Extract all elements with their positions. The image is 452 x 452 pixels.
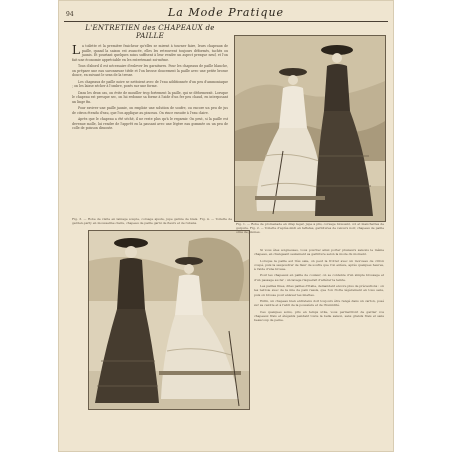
- article-paragraph: Enfin, un chapeau bien entretenu doit toujours être rangé dans un carton, posé sur sa calotte et à l'abri de la poussière et de l'humidité.: [254, 298, 384, 308]
- article-paragraph: Les pailles fines, dites pailles d'Italie, demandent encore plus de précautions : on les nettoie avec de la mie de pain rassis, que l'on frotte légèrement en tous sens, puis on brosse pour enlever les miettes.: [254, 284, 384, 297]
- article-paragraph: Les chapeaux de paille noire se nettoient avec de l'eau additionnée d'un peu d'ammoniaque ; on les laisse sécher à l'ombre, posés sur une forme.: [72, 79, 228, 88]
- running-title: La Mode Pratique: [167, 6, 285, 19]
- magazine-page: [58, 0, 394, 452]
- article-title: L'ENTRETIEN des CHAPEAUX de PAILLE: [85, 24, 215, 40]
- illustration-two-ladies-garden: [88, 230, 250, 410]
- article-paragraph: La toilette et la première fraicheur qu'elles se mirent à tourner faire, leurs chapeaux de paille, quand la saison est avancée, elles les retrouvent toujours déformés, tachés ou jaunis. Et pourtant quelques soins suffisent à leur rendre un aspect presque neuf, et l'on fait une économie appréciable en les entretenant soi-même.: [72, 43, 228, 62]
- header-rule: [64, 21, 388, 22]
- article-paragraph: Ces quelques soins, pris en temps utile, vous permettront de garder vos chapeaux frais et élégants pendant toute la belle saison, sans grands frais et sans beaucoup de peine.: [254, 309, 384, 323]
- article-column-right: [254, 248, 384, 438]
- article-paragraph: Dans les deux cas, on évite de mouiller trop fortement la paille, qui se déformerait. Lorsque le chapeau est presque sec, on lui redonne sa forme à l'aide d'un fer peu chaud, en interposant un linge fin.: [72, 90, 228, 104]
- caption-bottom-left: Fig. 3. — Robe de visite en lainage souple, corsage ajusté, jupe garnie de biais. Fig. 4. — Toilette de garden-party en mousseline claire, chapeau de paille garni de fleurs et de rubans.: [72, 218, 232, 225]
- article-paragraph: Lorsque la paille est très sale, on peut la frotter avec un morceau de citron coupé, puis la saupoudrer de fleur de soufre que l'on enlève, après quelques heures, à l'aide d'une brosse.: [254, 258, 384, 272]
- article-paragraph: Pour les chapeaux en paille de couleur, on se contente d'un simple brossage et d'un passage au fer ; un lavage risquerait d'altérer la teinte.: [254, 273, 384, 282]
- article-paragraph: Pour raviver une paille jaunie, on emploie une solution de soufre, ou encore un peu de jus de citron étendu d'eau, que l'on applique au pinceau. On rince ensuite à l'eau claire.: [72, 106, 228, 115]
- caption-top-right: Fig. 1. — Robe de promenade en drap léger, jupe à plis, corsage blousant, col et manchettes de guipure. Fig. 2. — Toilette d'après-midi en taffetas, garnitures de velours noir, chapeau de paille orné de plumes.: [236, 223, 384, 234]
- drop-cap: L: [72, 43, 80, 57]
- article-column-left: [72, 24, 228, 214]
- article-paragraph: Tous d'abord il est nécessaire d'enlever les garnitures. Pour les chapeaux de paille blanche, on prépare une eau savonneuse tiède et l'on brosse doucement la paille avec une petite brosse douce, en suivant le sens de la tresse.: [72, 64, 228, 77]
- page-number: 94: [66, 11, 74, 18]
- article-paragraph: Après que le chapeau a été séché, il ne reste plus qu'à le regarnir. On peut, si la paille est devenue molle, lui rendre de l'apprêt en la passant avec une légère eau gommée ou un peu de colle de poisson dissoute.: [72, 117, 228, 130]
- article-paragraph: Si vous êtes soigneuses, vous pourrez ainsi porter plusieurs saisons le même chapeau, en changeant seulement sa garniture selon la mode du moment.: [254, 248, 384, 257]
- illustration-two-ladies-seated: [234, 35, 386, 222]
